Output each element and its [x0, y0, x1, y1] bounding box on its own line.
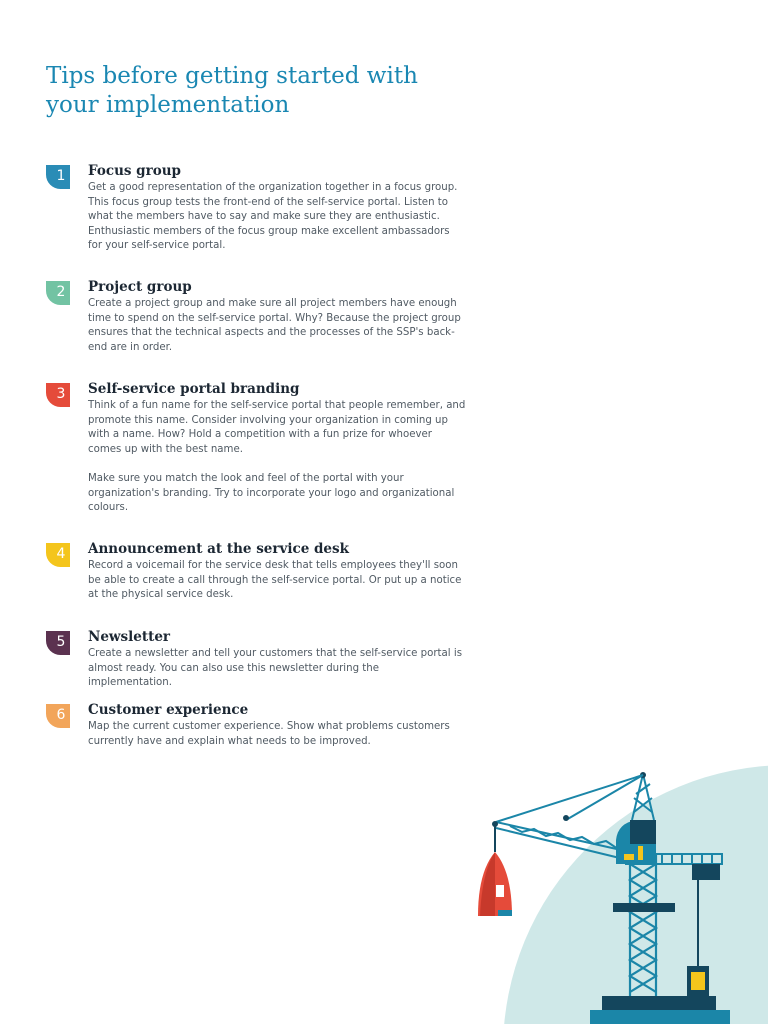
tip-paragraph: Make sure you match the look and feel of the portal with your organization's branding. Try to incorporate your logo and organizational colours.	[88, 472, 455, 514]
crane-foundation	[590, 1010, 730, 1024]
tip-paragraph: Record a voicemail for the service desk that tells employees they'll soon be able to create a call through the self-service portal. Or put up a notice at the physical service desk.	[88, 560, 462, 601]
counter-weight-block	[687, 966, 709, 996]
tip-heading: Customer experience	[88, 702, 249, 718]
construction-crane-icon	[470, 760, 768, 1024]
tip-number-badge: 6	[46, 704, 70, 728]
tip-description	[88, 647, 466, 691]
tip-number-badge: 1	[46, 165, 70, 189]
operator-cab	[616, 820, 656, 864]
tip-heading: Newsletter	[88, 629, 171, 645]
tip-heading: Self-service portal branding	[88, 381, 300, 397]
tip-description	[88, 720, 466, 749]
tip-number-badge: 4	[46, 543, 70, 567]
suspended-load	[478, 852, 512, 916]
tip-heading: Focus group	[88, 163, 181, 179]
tip-paragraph: Create a project group and make sure all project members have enough time to spend on the self-service portal. Why? Because the project group ensures that the technical aspects and the processes of the SSP's back-end are in order.	[88, 298, 461, 353]
tip-description	[88, 559, 466, 603]
tip-heading: Announcement at the service desk	[88, 541, 349, 557]
tip-description	[88, 297, 466, 355]
tip-paragraph: Create a newsletter and tell your customers that the self-service portal is almost ready. You can also use this newsletter during the implementation.	[88, 648, 463, 689]
tip-description	[88, 181, 466, 254]
tip-paragraph: Think of a fun name for the self-service portal that people remember, and promote this name. Consider involving your organization in coming up with a name. How? Hold a competition with a fun prize for whoever comes up with the best name.	[88, 400, 466, 455]
tip-number-badge: 5	[46, 631, 70, 655]
page-title: Tips before getting started with your implementation	[46, 63, 418, 118]
tip-paragraph: Get a good representation of the organization together in a focus group. This focus group tests the front-end of the self-service portal. Listen to what the members have to say and make sure they are enthusiastic. Enthusiastic members of the focus group make excellent ambassadors for your self-service portal.	[88, 182, 458, 252]
tower-collar	[613, 903, 675, 912]
crane-base	[602, 996, 716, 1012]
tip-description	[88, 399, 466, 516]
tip-heading: Project group	[88, 279, 192, 295]
jib-pin	[563, 815, 569, 821]
tip-number-badge: 2	[46, 281, 70, 305]
tip-paragraph: Map the current customer experience. Show what problems customers currently have and explain what needs to be improved.	[88, 721, 450, 747]
tip-number-badge: 3	[46, 383, 70, 407]
